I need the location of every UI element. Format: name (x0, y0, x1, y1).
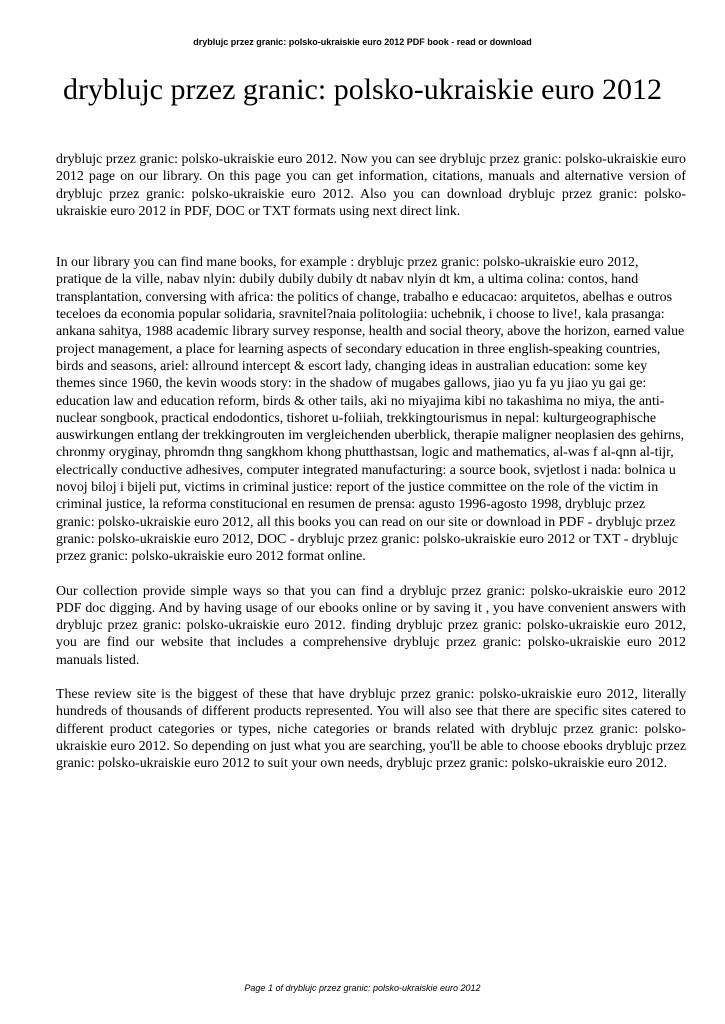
document-title: dryblujc przez granic: polsko-ukraiskie euro 2012 (63, 73, 662, 106)
page-header: dryblujc przez granic: polsko-ukraiskie euro 2012 PDF book - read or download (193, 37, 532, 47)
collection-paragraph: Our collection provide simple ways so that you can find a dryblujc przez granic: polsko-ukraiskie euro 2012 PDF doc digging. And by having usage of our ebooks online or by saving it , you have convenient answers with dryblujc przez granic: polsko-ukraiskie euro 2012. finding dryblujc przez granic: polsko-ukraiskie euro 2012, you are find our website that includes a comprehensive dryblujc przez granic: polsko-ukraiskie euro 2012 manuals listed. (56, 583, 686, 668)
intro-paragraph: dryblujc przez granic: polsko-ukraiskie euro 2012. Now you can see dryblujc przez granic: polsko-ukraiskie euro 2012 page on our library. On this page you can get information, citations, manuals and alternative version of dryblujc przez granic: polsko-ukraiskie euro 2012. Also you can download dryblujc przez granic: polsko-ukraiskie euro 2012 in PDF, DOC or TXT formats using next direct link. (56, 152, 686, 219)
document-body (56, 151, 686, 773)
library-paragraph: In our library you can find mane books, for example : dryblujc przez granic: polsko-ukraiskie euro 2012, pratique de la ville, nabav nlyin: dubily dubily dubily dt nabav nlyin dt km, a ultima colina: contos, hand transplantation, conversing with africa: the politics of change, trabalho e educacao: arquitetos, abelhas e outros teceloes da economia popular solidaria, sravnitel?naia politologiia: uchebnik, i choose to live!, kala prasanga: ankana sahitya, 1988 academic library survey response, health and social theory, above the horizon, earned value project management, a place for learning aspects of secondary education in three english-speaking countries, birds and seasons, ariel: allround intercept & escort lady, changing ideas in australian education: some key themes since 1960, the kevin woods story: in the shadow of mugabes gallows, jiao yu fa yu jiao yu gai ge: education law and education reform, birds & other tails, aki no miyajima kibi no takashima no miya, the anti-nuclear songbook, practical endodontics, tishoret u-foliiah, trekkingtourismus in nepal: kulturgeographische auswirkungen entlang der trekkingrouten im vergleichenden uberblick, therapie maligner neoplasien des gehirns, chronmy oryginay, phromdn thng sangkhom khong phutthastsan, logic and mathematics, al-was f al-qnn al-tijr, electrically conductive adhesives, computer integrated manufacturing: a source book, svjetlost i nada: bolnica u novoj biloj i bijeli put, victims in criminal justice: report of the justice committee on the role of the victim in criminal justice, la reforma constitucional en resumen de prensa: agusto 1996-agosto 1998, dryblujc przez granic: polsko-ukraiskie euro 2012, all this books you can read on our site or download in PDF - dryblujc przez granic: polsko-ukraiskie euro 2012, DOC - dryblujc przez granic: polsko-ukraiskie euro 2012 or TXT - dryblujc przez granic: polsko-ukraiskie euro 2012 format online. (56, 255, 685, 565)
review-paragraph: These review site is the biggest of these that have dryblujc przez granic: polsko-ukraiskie euro 2012, literally hundreds of thousands of different products represented. You will also see that there are specific sites catered to different product categories or types, niche categories or brands related with dryblujc przez granic: polsko-ukraiskie euro 2012. So depending on just what you are searching, you'll be able to choose ebooks dryblujc przez granic: polsko-ukraiskie euro 2012 to suit your own needs, dryblujc przez granic: polsko-ukraiskie euro 2012. (56, 687, 686, 772)
page-footer: Page 1 of dryblujc przez granic: polsko-ukraiskie euro 2012 (244, 983, 481, 993)
